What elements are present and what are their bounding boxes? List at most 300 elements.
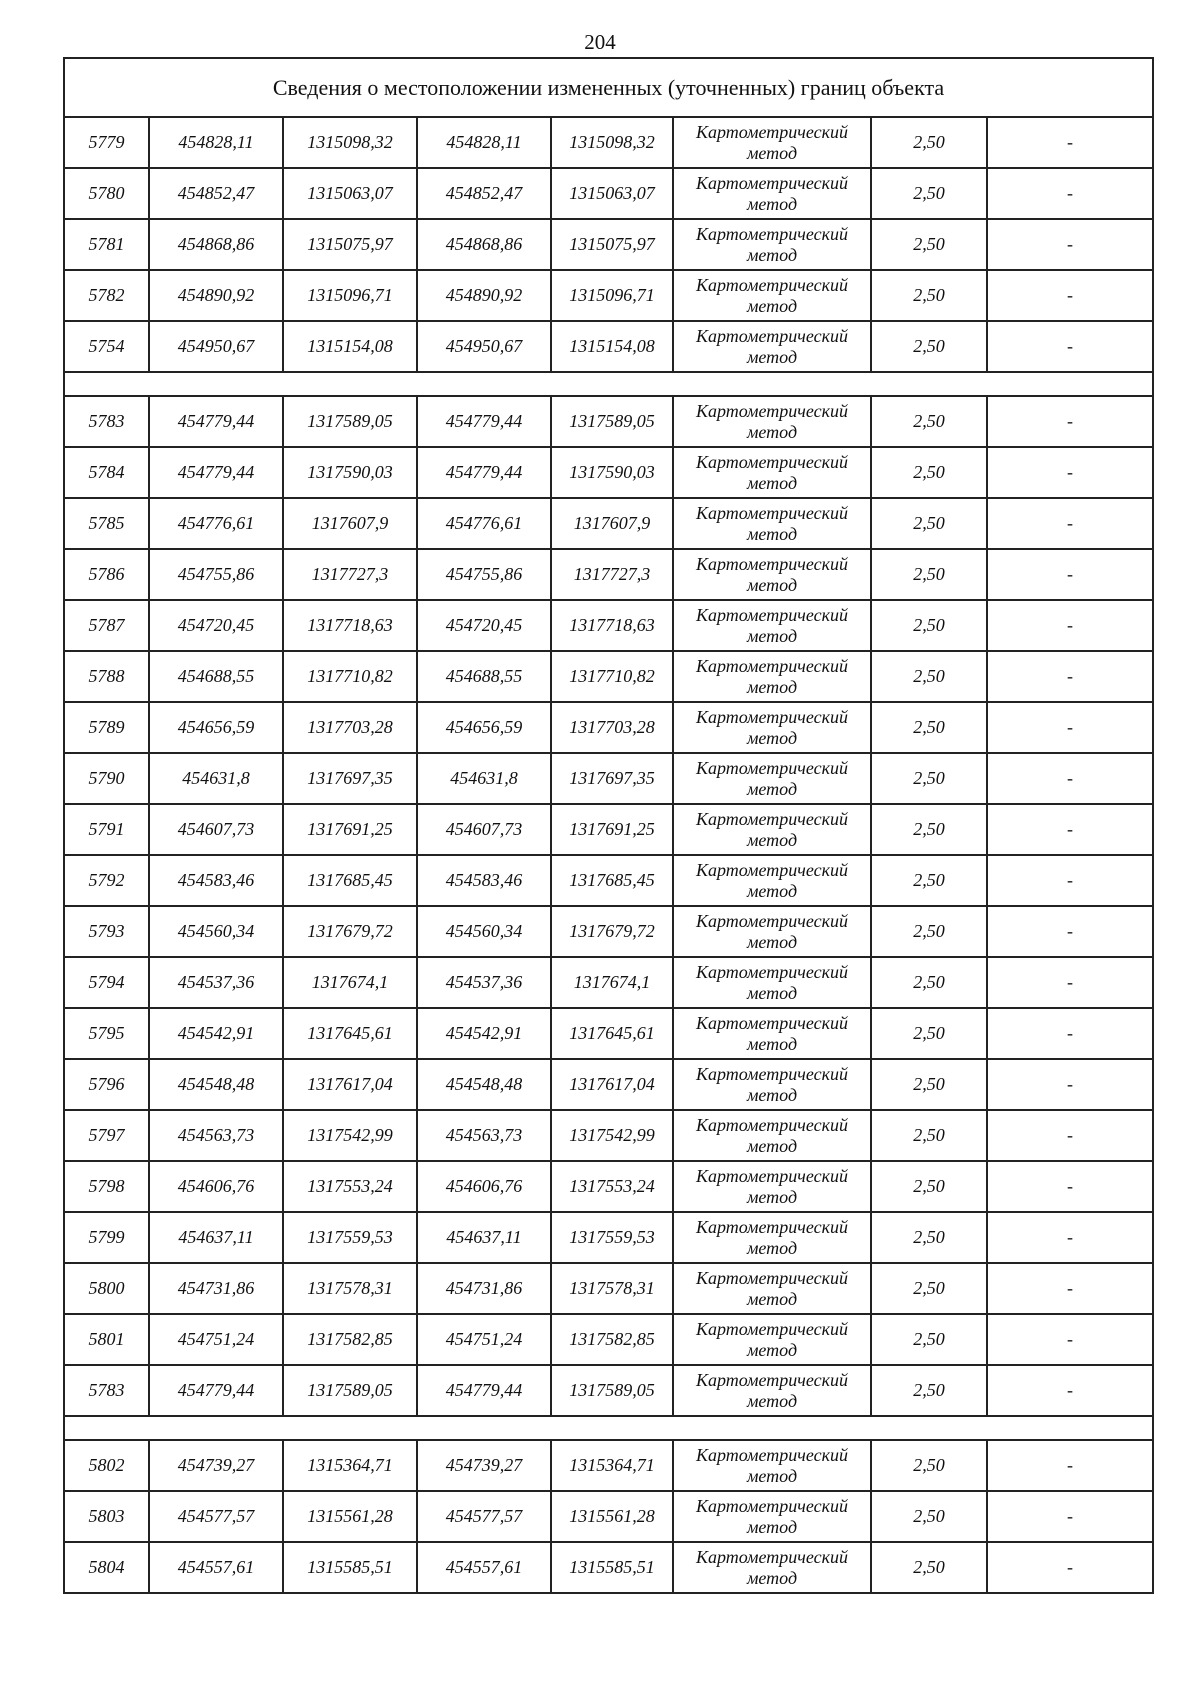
x-old-cell: 454779,44 <box>149 396 283 447</box>
x-new-cell: 454776,61 <box>417 498 551 549</box>
x-new-cell: 454751,24 <box>417 1314 551 1365</box>
y-new-cell: 1317727,3 <box>551 549 673 600</box>
method-line-1: Картометрический <box>695 223 848 244</box>
note-cell: - <box>987 1542 1153 1593</box>
accuracy-cell: 2,50 <box>871 549 987 600</box>
y-old-cell: 1317607,9 <box>283 498 417 549</box>
method-line-2: метод <box>746 421 798 442</box>
note-cell: - <box>987 906 1153 957</box>
note-cell: - <box>987 1008 1153 1059</box>
y-new-cell: 1315096,71 <box>551 270 673 321</box>
method-line-1: Картометрический <box>695 1318 848 1339</box>
note-cell: - <box>987 498 1153 549</box>
method-cell <box>673 1440 871 1491</box>
group-separator-cell <box>64 372 1153 396</box>
method-cell <box>673 498 871 549</box>
table-row <box>64 1008 1153 1059</box>
method-line-1: Картометрический <box>695 859 848 880</box>
y-new-cell: 1315098,32 <box>551 117 673 168</box>
y-new-cell: 1317542,99 <box>551 1110 673 1161</box>
table-row <box>64 1542 1153 1593</box>
method-line-1: Картометрический <box>695 706 848 727</box>
y-new-cell: 1317674,1 <box>551 957 673 1008</box>
y-new-cell: 1317589,05 <box>551 396 673 447</box>
method-cell <box>673 1542 871 1593</box>
method-cell <box>673 168 871 219</box>
point-number-cell: 5791 <box>64 804 149 855</box>
x-new-cell: 454828,11 <box>417 117 551 168</box>
method-cell <box>673 1491 871 1542</box>
method-line-1: Картометрический <box>695 553 848 574</box>
note-cell: - <box>987 1059 1153 1110</box>
x-new-cell: 454607,73 <box>417 804 551 855</box>
method-line-1: Картометрический <box>695 1012 848 1033</box>
table-row <box>64 1059 1153 1110</box>
table-row <box>64 1161 1153 1212</box>
point-number-cell: 5802 <box>64 1440 149 1491</box>
table-row <box>64 117 1153 168</box>
accuracy-cell: 2,50 <box>871 957 987 1008</box>
y-old-cell: 1315096,71 <box>283 270 417 321</box>
y-new-cell: 1317691,25 <box>551 804 673 855</box>
x-new-cell: 454688,55 <box>417 651 551 702</box>
y-new-cell: 1317685,45 <box>551 855 673 906</box>
accuracy-cell: 2,50 <box>871 396 987 447</box>
y-new-cell: 1317679,72 <box>551 906 673 957</box>
note-cell: - <box>987 957 1153 1008</box>
note-cell: - <box>987 600 1153 651</box>
method-line-1: Картометрический <box>695 1114 848 1135</box>
y-new-cell: 1315585,51 <box>551 1542 673 1593</box>
point-number-cell: 5795 <box>64 1008 149 1059</box>
x-new-cell: 454779,44 <box>417 396 551 447</box>
method-cell <box>673 651 871 702</box>
x-old-cell: 454852,47 <box>149 168 283 219</box>
accuracy-cell: 2,50 <box>871 753 987 804</box>
y-old-cell: 1317589,05 <box>283 396 417 447</box>
accuracy-cell: 2,50 <box>871 117 987 168</box>
accuracy-cell: 2,50 <box>871 1110 987 1161</box>
method-cell <box>673 855 871 906</box>
method-line-2: метод <box>746 574 798 595</box>
method-cell <box>673 1161 871 1212</box>
method-cell <box>673 117 871 168</box>
note-cell: - <box>987 1110 1153 1161</box>
table-row <box>64 1314 1153 1365</box>
method-line-2: метод <box>746 1567 798 1588</box>
y-old-cell: 1317697,35 <box>283 753 417 804</box>
method-line-1: Картометрический <box>695 1216 848 1237</box>
note-cell: - <box>987 1212 1153 1263</box>
note-cell: - <box>987 753 1153 804</box>
method-line-1: Картометрический <box>695 757 848 778</box>
table-row <box>64 1491 1153 1542</box>
y-new-cell: 1317710,82 <box>551 651 673 702</box>
x-new-cell: 454852,47 <box>417 168 551 219</box>
y-old-cell: 1317727,3 <box>283 549 417 600</box>
table-row <box>64 1263 1153 1314</box>
accuracy-cell: 2,50 <box>871 855 987 906</box>
accuracy-cell: 2,50 <box>871 1263 987 1314</box>
accuracy-cell: 2,50 <box>871 1491 987 1542</box>
method-cell <box>673 549 871 600</box>
point-number-cell: 5779 <box>64 117 149 168</box>
x-old-cell: 454542,91 <box>149 1008 283 1059</box>
point-number-cell: 5781 <box>64 219 149 270</box>
x-new-cell: 454606,76 <box>417 1161 551 1212</box>
table-row <box>64 396 1153 447</box>
y-old-cell: 1317617,04 <box>283 1059 417 1110</box>
note-cell: - <box>987 396 1153 447</box>
x-new-cell: 454868,86 <box>417 219 551 270</box>
y-new-cell: 1317559,53 <box>551 1212 673 1263</box>
x-old-cell: 454779,44 <box>149 1365 283 1416</box>
y-old-cell: 1317679,72 <box>283 906 417 957</box>
point-number-cell: 5799 <box>64 1212 149 1263</box>
note-cell: - <box>987 168 1153 219</box>
note-cell: - <box>987 549 1153 600</box>
method-line-2: метод <box>746 1237 798 1258</box>
method-line-1: Картометрический <box>695 325 848 346</box>
method-cell <box>673 1263 871 1314</box>
y-old-cell: 1317645,61 <box>283 1008 417 1059</box>
method-line-1: Картометрический <box>695 910 848 931</box>
y-new-cell: 1317718,63 <box>551 600 673 651</box>
x-old-cell: 454755,86 <box>149 549 283 600</box>
accuracy-cell: 2,50 <box>871 168 987 219</box>
point-number-cell: 5783 <box>64 396 149 447</box>
note-cell: - <box>987 855 1153 906</box>
note-cell: - <box>987 804 1153 855</box>
table-row <box>64 855 1153 906</box>
method-cell <box>673 396 871 447</box>
note-cell: - <box>987 1314 1153 1365</box>
y-new-cell: 1315154,08 <box>551 321 673 372</box>
x-old-cell: 454868,86 <box>149 219 283 270</box>
x-new-cell: 454720,45 <box>417 600 551 651</box>
point-number-cell: 5782 <box>64 270 149 321</box>
x-old-cell: 454779,44 <box>149 447 283 498</box>
x-new-cell: 454557,61 <box>417 1542 551 1593</box>
method-line-1: Картометрический <box>695 1165 848 1186</box>
page-number: 204 <box>584 30 616 54</box>
x-old-cell: 454607,73 <box>149 804 283 855</box>
method-line-2: метод <box>746 193 798 214</box>
table-row <box>64 906 1153 957</box>
method-line-2: метод <box>746 1516 798 1537</box>
method-line-2: метод <box>746 880 798 901</box>
point-number-cell: 5798 <box>64 1161 149 1212</box>
x-new-cell: 454656,59 <box>417 702 551 753</box>
y-old-cell: 1315063,07 <box>283 168 417 219</box>
note-cell: - <box>987 447 1153 498</box>
method-line-1: Картометрический <box>695 961 848 982</box>
table-row <box>64 549 1153 600</box>
table-row <box>64 651 1153 702</box>
x-old-cell: 454751,24 <box>149 1314 283 1365</box>
note-cell: - <box>987 1161 1153 1212</box>
method-line-2: метод <box>746 1390 798 1411</box>
point-number-cell: 5785 <box>64 498 149 549</box>
method-cell <box>673 270 871 321</box>
y-old-cell: 1315098,32 <box>283 117 417 168</box>
table-row <box>64 219 1153 270</box>
accuracy-cell: 2,50 <box>871 804 987 855</box>
method-cell <box>673 702 871 753</box>
x-old-cell: 454720,45 <box>149 600 283 651</box>
x-old-cell: 454537,36 <box>149 957 283 1008</box>
method-line-1: Картометрический <box>695 655 848 676</box>
y-old-cell: 1315154,08 <box>283 321 417 372</box>
y-old-cell: 1317590,03 <box>283 447 417 498</box>
x-new-cell: 454779,44 <box>417 447 551 498</box>
y-new-cell: 1317617,04 <box>551 1059 673 1110</box>
method-line-1: Картометрический <box>695 172 848 193</box>
x-old-cell: 454577,57 <box>149 1491 283 1542</box>
point-number-cell: 5804 <box>64 1542 149 1593</box>
method-line-2: метод <box>746 931 798 952</box>
note-cell: - <box>987 1263 1153 1314</box>
group-separator-cell <box>64 1416 1153 1440</box>
accuracy-cell: 2,50 <box>871 447 987 498</box>
note-cell: - <box>987 1491 1153 1542</box>
note-cell: - <box>987 219 1153 270</box>
y-new-cell: 1317553,24 <box>551 1161 673 1212</box>
y-old-cell: 1317578,31 <box>283 1263 417 1314</box>
x-old-cell: 454739,27 <box>149 1440 283 1491</box>
method-line-2: метод <box>746 1084 798 1105</box>
method-cell <box>673 1110 871 1161</box>
y-old-cell: 1317553,24 <box>283 1161 417 1212</box>
y-new-cell: 1317590,03 <box>551 447 673 498</box>
y-new-cell: 1315063,07 <box>551 168 673 219</box>
accuracy-cell: 2,50 <box>871 1365 987 1416</box>
accuracy-cell: 2,50 <box>871 1542 987 1593</box>
x-old-cell: 454776,61 <box>149 498 283 549</box>
accuracy-cell: 2,50 <box>871 702 987 753</box>
y-old-cell: 1315075,97 <box>283 219 417 270</box>
method-line-2: метод <box>746 1033 798 1054</box>
point-number-cell: 5786 <box>64 549 149 600</box>
accuracy-cell: 2,50 <box>871 321 987 372</box>
y-old-cell: 1317710,82 <box>283 651 417 702</box>
y-new-cell: 1317582,85 <box>551 1314 673 1365</box>
point-number-cell: 5789 <box>64 702 149 753</box>
y-new-cell: 1317703,28 <box>551 702 673 753</box>
x-new-cell: 454890,92 <box>417 270 551 321</box>
method-cell <box>673 219 871 270</box>
point-number-cell: 5783 <box>64 1365 149 1416</box>
table-title: Сведения о местоположении измененных (уточненных) границ объекта <box>64 58 1153 117</box>
x-old-cell: 454548,48 <box>149 1059 283 1110</box>
table-row <box>64 321 1153 372</box>
method-line-1: Картометрический <box>695 604 848 625</box>
method-line-1: Картометрический <box>695 400 848 421</box>
method-line-1: Картометрический <box>695 1369 848 1390</box>
point-number-cell: 5797 <box>64 1110 149 1161</box>
x-new-cell: 454563,73 <box>417 1110 551 1161</box>
method-line-2: метод <box>746 295 798 316</box>
x-old-cell: 454828,11 <box>149 117 283 168</box>
method-line-2: метод <box>746 1465 798 1486</box>
method-cell <box>673 1212 871 1263</box>
y-old-cell: 1315364,71 <box>283 1440 417 1491</box>
x-old-cell: 454631,8 <box>149 753 283 804</box>
table-row <box>64 168 1153 219</box>
table-row <box>64 1212 1153 1263</box>
method-cell <box>673 600 871 651</box>
group-separator-row <box>64 372 1153 396</box>
y-old-cell: 1317685,45 <box>283 855 417 906</box>
x-old-cell: 454583,46 <box>149 855 283 906</box>
note-cell: - <box>987 702 1153 753</box>
x-new-cell: 454631,8 <box>417 753 551 804</box>
point-number-cell: 5796 <box>64 1059 149 1110</box>
method-line-2: метод <box>746 1186 798 1207</box>
point-number-cell: 5800 <box>64 1263 149 1314</box>
x-old-cell: 454688,55 <box>149 651 283 702</box>
x-new-cell: 454731,86 <box>417 1263 551 1314</box>
table-row <box>64 753 1153 804</box>
method-cell <box>673 1008 871 1059</box>
point-number-cell: 5784 <box>64 447 149 498</box>
x-old-cell: 454557,61 <box>149 1542 283 1593</box>
method-line-2: метод <box>746 676 798 697</box>
method-cell <box>673 906 871 957</box>
y-old-cell: 1317674,1 <box>283 957 417 1008</box>
y-old-cell: 1317703,28 <box>283 702 417 753</box>
method-cell <box>673 1059 871 1110</box>
method-line-1: Картометрический <box>695 274 848 295</box>
method-line-2: метод <box>746 472 798 493</box>
note-cell: - <box>987 321 1153 372</box>
method-line-2: метод <box>746 778 798 799</box>
method-line-1: Картометрический <box>695 1267 848 1288</box>
y-old-cell: 1315585,51 <box>283 1542 417 1593</box>
x-old-cell: 454637,11 <box>149 1212 283 1263</box>
x-old-cell: 454560,34 <box>149 906 283 957</box>
method-line-1: Картометрический <box>695 1063 848 1084</box>
note-cell: - <box>987 117 1153 168</box>
method-line-2: метод <box>746 1135 798 1156</box>
note-cell: - <box>987 1440 1153 1491</box>
y-new-cell: 1315075,97 <box>551 219 673 270</box>
accuracy-cell: 2,50 <box>871 219 987 270</box>
table-row <box>64 600 1153 651</box>
x-old-cell: 454950,67 <box>149 321 283 372</box>
accuracy-cell: 2,50 <box>871 906 987 957</box>
accuracy-cell: 2,50 <box>871 1059 987 1110</box>
point-number-cell: 5793 <box>64 906 149 957</box>
table-row <box>64 702 1153 753</box>
y-old-cell: 1317718,63 <box>283 600 417 651</box>
group-separator-row <box>64 1416 1153 1440</box>
point-number-cell: 5780 <box>64 168 149 219</box>
x-new-cell: 454583,46 <box>417 855 551 906</box>
x-new-cell: 454537,36 <box>417 957 551 1008</box>
x-old-cell: 454731,86 <box>149 1263 283 1314</box>
method-line-2: метод <box>746 244 798 265</box>
note-cell: - <box>987 1365 1153 1416</box>
accuracy-cell: 2,50 <box>871 1212 987 1263</box>
method-cell <box>673 1314 871 1365</box>
table-row <box>64 1365 1153 1416</box>
accuracy-cell: 2,50 <box>871 1161 987 1212</box>
method-line-1: Картометрический <box>695 451 848 472</box>
x-old-cell: 454606,76 <box>149 1161 283 1212</box>
method-line-1: Картометрический <box>695 1444 848 1465</box>
method-line-2: метод <box>746 142 798 163</box>
x-new-cell: 454637,11 <box>417 1212 551 1263</box>
point-number-cell: 5792 <box>64 855 149 906</box>
accuracy-cell: 2,50 <box>871 600 987 651</box>
y-new-cell: 1317578,31 <box>551 1263 673 1314</box>
method-line-2: метод <box>746 1288 798 1309</box>
method-cell <box>673 753 871 804</box>
method-line-2: метод <box>746 727 798 748</box>
y-old-cell: 1317582,85 <box>283 1314 417 1365</box>
point-number-cell: 5790 <box>64 753 149 804</box>
y-old-cell: 1317542,99 <box>283 1110 417 1161</box>
boundary-table <box>63 57 1154 1594</box>
table-row <box>64 1440 1153 1491</box>
table-row <box>64 270 1153 321</box>
table-row <box>64 804 1153 855</box>
method-line-2: метод <box>746 346 798 367</box>
x-old-cell: 454563,73 <box>149 1110 283 1161</box>
accuracy-cell: 2,50 <box>871 1314 987 1365</box>
method-line-2: метод <box>746 982 798 1003</box>
x-new-cell: 454755,86 <box>417 549 551 600</box>
x-new-cell: 454560,34 <box>417 906 551 957</box>
point-number-cell: 5787 <box>64 600 149 651</box>
x-new-cell: 454779,44 <box>417 1365 551 1416</box>
accuracy-cell: 2,50 <box>871 498 987 549</box>
method-line-1: Картометрический <box>695 502 848 523</box>
method-line-1: Картометрический <box>695 1495 848 1516</box>
y-new-cell: 1315561,28 <box>551 1491 673 1542</box>
y-new-cell: 1317697,35 <box>551 753 673 804</box>
y-new-cell: 1317607,9 <box>551 498 673 549</box>
x-new-cell: 454542,91 <box>417 1008 551 1059</box>
method-line-2: метод <box>746 523 798 544</box>
accuracy-cell: 2,50 <box>871 1008 987 1059</box>
accuracy-cell: 2,50 <box>871 270 987 321</box>
y-new-cell: 1315364,71 <box>551 1440 673 1491</box>
method-line-1: Картометрический <box>695 121 848 142</box>
method-line-1: Картометрический <box>695 1546 848 1567</box>
method-cell <box>673 321 871 372</box>
point-number-cell: 5788 <box>64 651 149 702</box>
note-cell: - <box>987 651 1153 702</box>
method-line-2: метод <box>746 1339 798 1360</box>
point-number-cell: 5794 <box>64 957 149 1008</box>
accuracy-cell: 2,50 <box>871 1440 987 1491</box>
y-old-cell: 1315561,28 <box>283 1491 417 1542</box>
table-title-row <box>64 58 1153 117</box>
method-cell <box>673 1365 871 1416</box>
x-old-cell: 454656,59 <box>149 702 283 753</box>
x-old-cell: 454890,92 <box>149 270 283 321</box>
point-number-cell: 5801 <box>64 1314 149 1365</box>
method-line-2: метод <box>746 829 798 850</box>
table-row <box>64 1110 1153 1161</box>
method-line-2: метод <box>746 625 798 646</box>
y-new-cell: 1317589,05 <box>551 1365 673 1416</box>
note-cell: - <box>987 270 1153 321</box>
x-new-cell: 454548,48 <box>417 1059 551 1110</box>
table-row <box>64 498 1153 549</box>
